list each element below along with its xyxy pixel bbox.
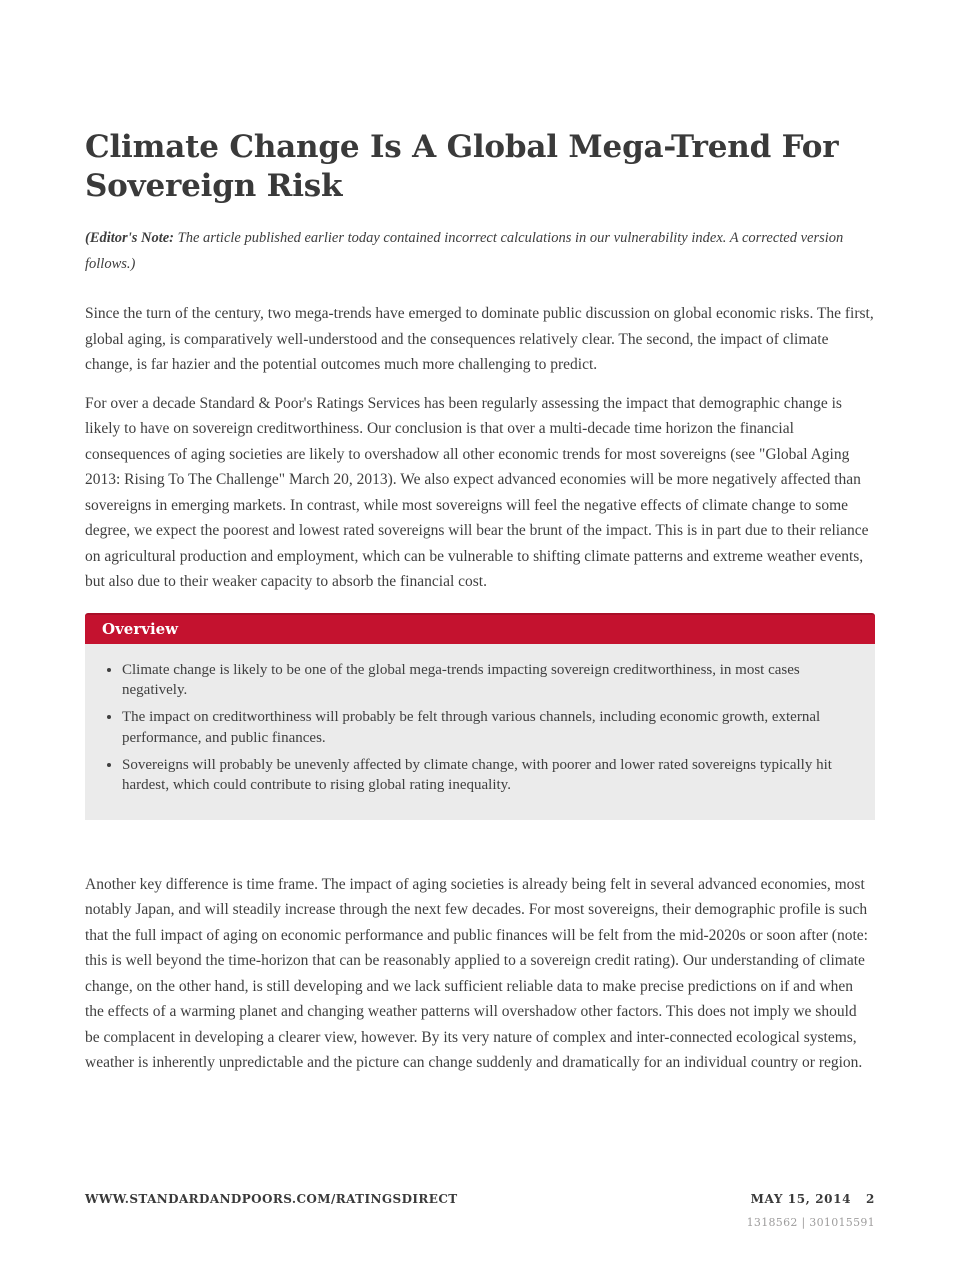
editors-note-lead: (Editor's Note: <box>85 230 175 246</box>
overview-bullet: • The impact on creditworthiness will probably be felt through various channels, including economic growth, external performance, and public finances. <box>122 707 853 748</box>
footer-website-url: WWW.STANDARDANDPOORS.COM/RATINGSDIRECT <box>85 1192 458 1206</box>
footer-date-page <box>751 1192 875 1206</box>
overview-body <box>85 644 875 820</box>
page-footer <box>85 1192 875 1206</box>
overview-bullet: • Sovereigns will probably be unevenly affected by climate change, with poorer and lower rated sovereigns typically hit hardest, which could contribute to rising global rating inequality. <box>122 755 853 796</box>
footer-page-number: 2 <box>866 1192 875 1206</box>
page-title-line-1: Climate Change Is A Global Mega-Trend For <box>85 129 839 165</box>
body-paragraph-1: Since the turn of the century, two mega-trends have emerged to dominate public discussion on global economic risks. The first, global aging, is comparatively well-understood and the consequences relatively clear. The second, the impact of climate change, is far hazier and the potential outcomes much more challenging to predict. <box>85 305 874 373</box>
overview-bullet: • Climate change is likely to be one of the global mega-trends impacting sovereign creditworthiness, in most cases negatively. <box>122 660 853 701</box>
overview-box <box>85 613 875 820</box>
footer-date: MAY 15, 2014 <box>750 1192 852 1206</box>
body-paragraph-3: Another key difference is time frame. The impact of aging societies is already being felt in several advanced economies, most notably Japan, and will steadily increase through the next few decades. For most sovereigns, their demographic profile is such that the full impact of aging on economic performance and public finances will be felt from the mid-2020s or soon after (note: this is well beyond the time-horizon that can be reasonably applied to a sovereign credit rating). Our understanding of climate change, on the other hand, is still developing and we lack sufficient reliable data to make precise predictions on if and when the effects of a warming planet and changing weather patterns will overshadow other factors. This does not imply we should be complacent in developing a clearer view, however. By its very nature of complex and inter-connected ecological systems, weather is inherently unpredictable and the picture can change suddenly and dramatically for an individual country or region. <box>85 875 868 1071</box>
editors-note-text: The article published earlier today contained incorrect calculations in our vulnerability index. A corrected version follows.) <box>85 230 844 272</box>
page-title <box>85 128 875 206</box>
overview-header <box>85 613 875 644</box>
footer-document-id: 1318562 | 301015591 <box>746 1216 875 1229</box>
overview-bullet-list <box>103 660 853 796</box>
editors-note <box>85 225 875 277</box>
article-content <box>85 0 875 1076</box>
overview-heading: Overview <box>102 619 179 638</box>
page-title-line-2: Sovereign Risk <box>85 168 343 204</box>
body-paragraph-2: For over a decade Standard & Poor's Ratings Services has been regularly assessing the impact that demographic change is likely to have on sovereign creditworthiness. Our conclusion is that over a multi-decade time horizon the financial consequences of aging societies are likely to overshadow all other economic trends for most sovereigns (see "Global Aging 2013: Rising To The Challenge" March 20, 2013). We also expect advanced economies will be more negatively affected than sovereigns in emerging markets. In contrast, while most sovereigns will feel the negative effects of climate change to some degree, we expect the poorest and lowest rated sovereigns will bear the brunt of the impact. This is in part due to their reliance on agricultural production and employment, which can be vulnerable to shifting climate patterns and extreme weather events, but also due to their weaker capacity to absorb the financial cost. <box>85 394 869 590</box>
